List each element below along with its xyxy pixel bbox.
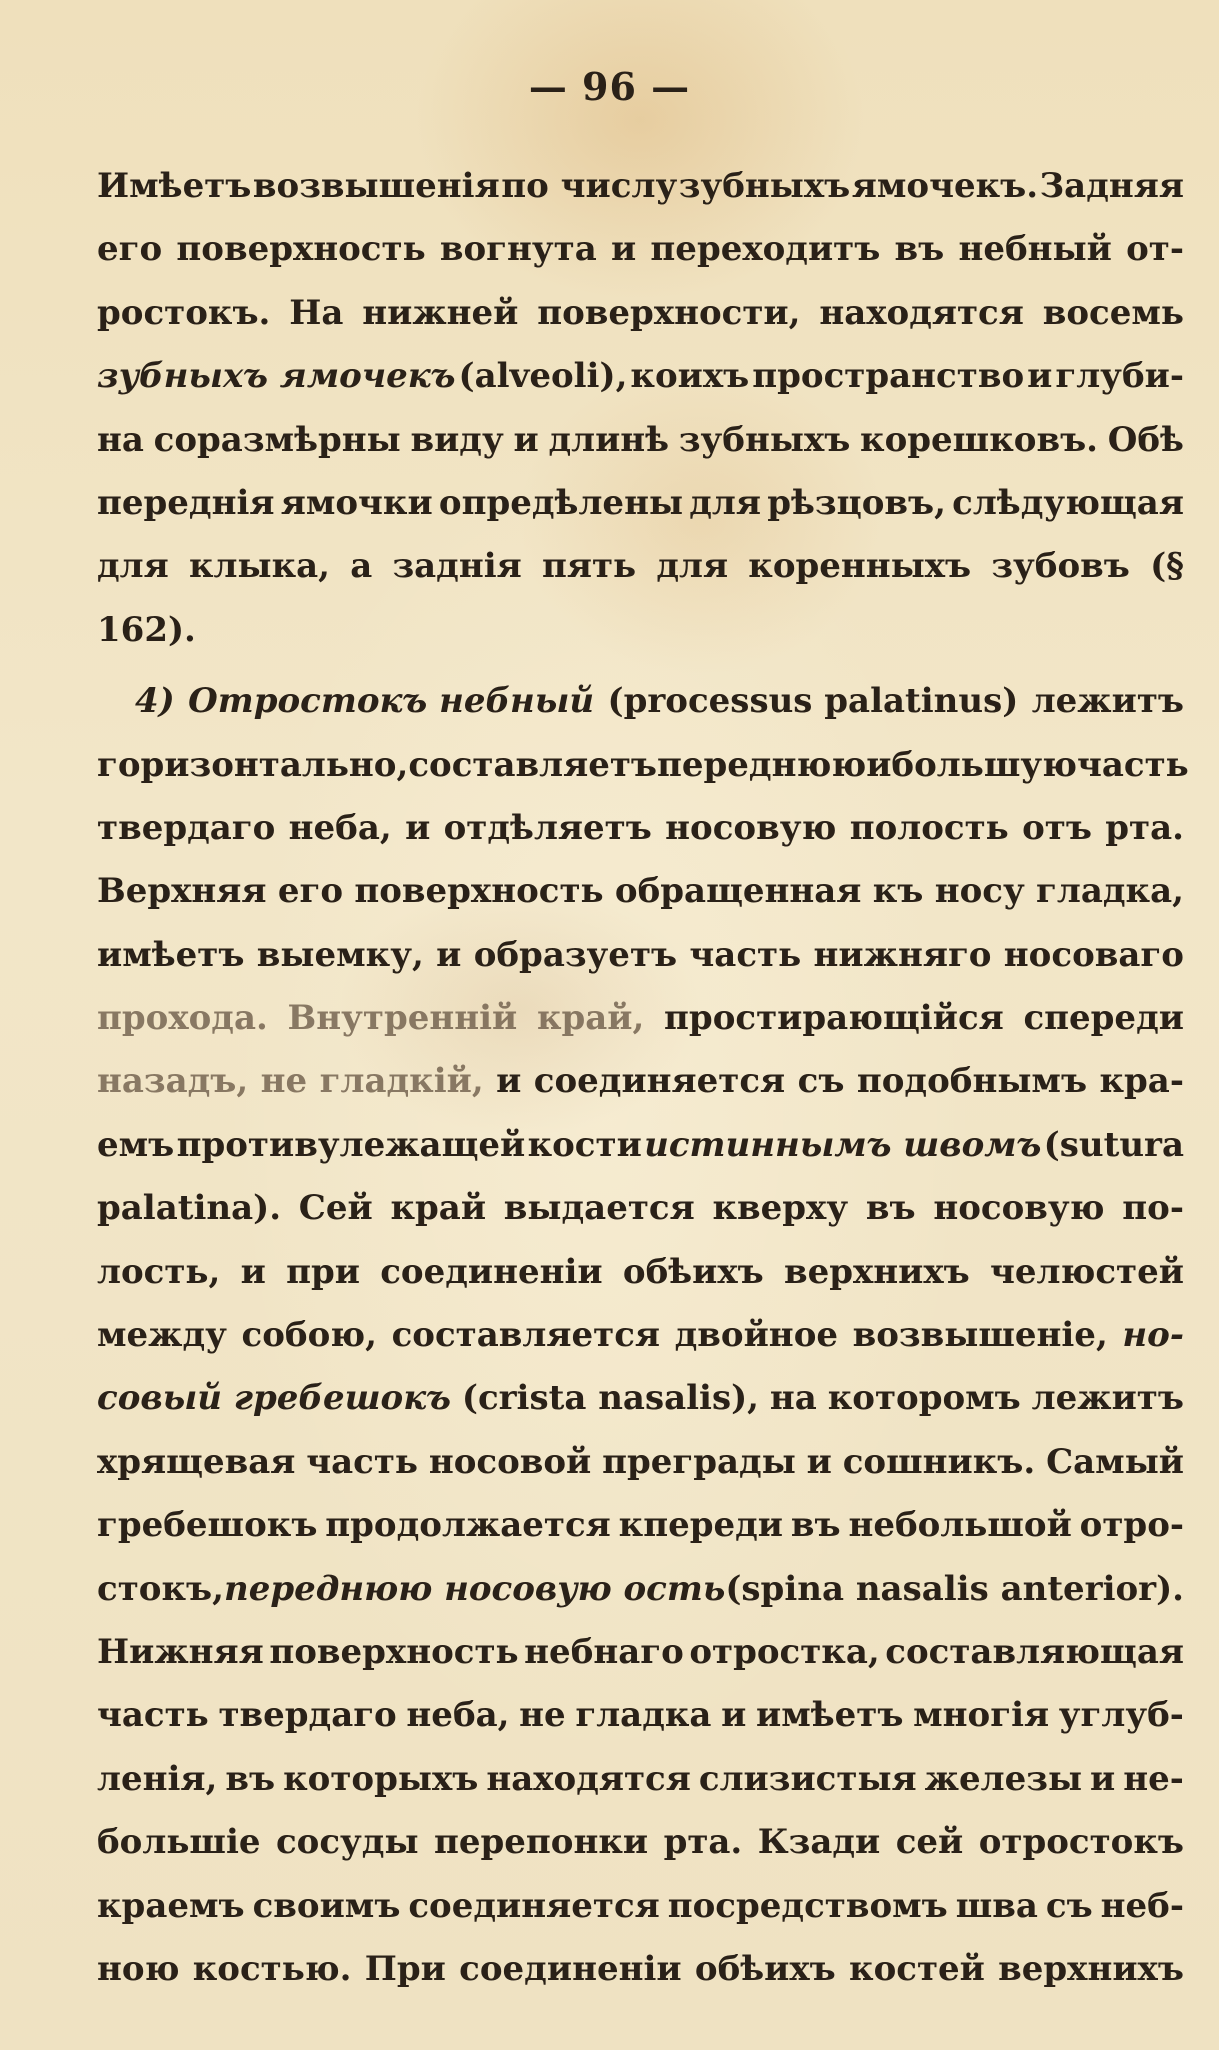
text-line: имѣетъ выемку, и образуетъ часть нижняго носоваго: [97, 934, 1184, 975]
text-line: гребешокъ продолжается кпереди въ небольшой отро-: [97, 1505, 1184, 1546]
text-line: его поверхность вогнута и переходитъ въ небный от-: [97, 229, 1184, 270]
body-text: [97, 155, 1189, 2001]
text-line: Нижняя поверхность небнаго отростка, составляющая: [97, 1631, 1184, 1672]
text-line: краемъ своимъ соединяется посредствомъ шва съ неб-: [97, 1885, 1184, 1926]
text-line: Верхняя его поверхность обращенная къ носу гладка,: [97, 871, 1184, 912]
text-line: между собою, составляется двойное возвышеніе, но-: [97, 1304, 1184, 1367]
text-line: горизонтально, составляетъ переднюю и большую часть: [97, 744, 1189, 785]
term-italic: истиннымъ швомъ: [644, 1124, 1042, 1165]
term-italic: Отростокъ небный: [188, 681, 595, 722]
text-line: емъ противулежащей кости истиннымъ швомъ (sutura: [97, 1114, 1184, 1177]
text-line: хрящевая часть носовой преграды и сошникъ. Самый: [97, 1441, 1184, 1482]
page-number: — 96 —: [528, 64, 691, 109]
text-line: Имѣетъ возвышенія по числу зубныхъ ямочекъ. Задняя: [97, 166, 1184, 206]
term-italic: совый гребешокъ: [97, 1378, 451, 1419]
text-line: для клыка, а заднія пять для коренныхъ зубовъ (§: [97, 546, 1184, 587]
term-italic: переднюю носовую ость: [223, 1568, 726, 1609]
text-line: ленія, въ которыхъ находятся слизистыя железы и не-: [97, 1758, 1184, 1799]
term-italic: но-: [1122, 1315, 1184, 1356]
text-line: palatina). Сей край выдается кверху въ носовую по-: [97, 1188, 1184, 1229]
text-line: на соразмѣрны виду и длинѣ зубныхъ корешковъ. Обѣ: [97, 419, 1184, 460]
text-line: совый гребешокъ (crista nasalis), на которомъ лежитъ: [97, 1367, 1184, 1430]
text-line: 162).: [97, 609, 196, 650]
text-line: прохода. Внутренній край, простирающійся спереди: [97, 998, 1184, 1039]
text-line: часть твердаго неба, не гладка и имѣетъ многія углуб-: [97, 1695, 1184, 1736]
text-line: переднія ямочки опредѣлены для рѣзцовъ, слѣдующая: [97, 482, 1184, 523]
text-line: ною костью. При соединеніи обѣихъ костей верхнихъ: [97, 1948, 1184, 1989]
text-line: ростокъ. На нижней поверхности, находятся восемь: [97, 292, 1184, 333]
paragraph-start-line: 4) Отростокъ небный (processus palatinus) лежитъ: [97, 670, 1184, 733]
text-line: лость, и при соединеніи обѣихъ верхнихъ челюстей: [97, 1251, 1184, 1292]
text-line: назадъ, не гладкій, и соединяется съ подобнымъ кра-: [97, 1061, 1184, 1102]
text-line: стокъ, переднюю носовую ость (spina nasalis anterior).: [97, 1558, 1184, 1621]
text-line: твердаго неба, и отдѣляетъ носовую полость отъ рта.: [97, 807, 1184, 848]
text-line: зубныхъ ямочекъ (alveoli), коихъ пространство и глуби-: [97, 345, 1184, 408]
term-italic: зубныхъ ямочекъ: [97, 356, 456, 397]
text-line: большіе сосуды перепонки рта. Кзади сей отростокъ: [97, 1822, 1184, 1863]
